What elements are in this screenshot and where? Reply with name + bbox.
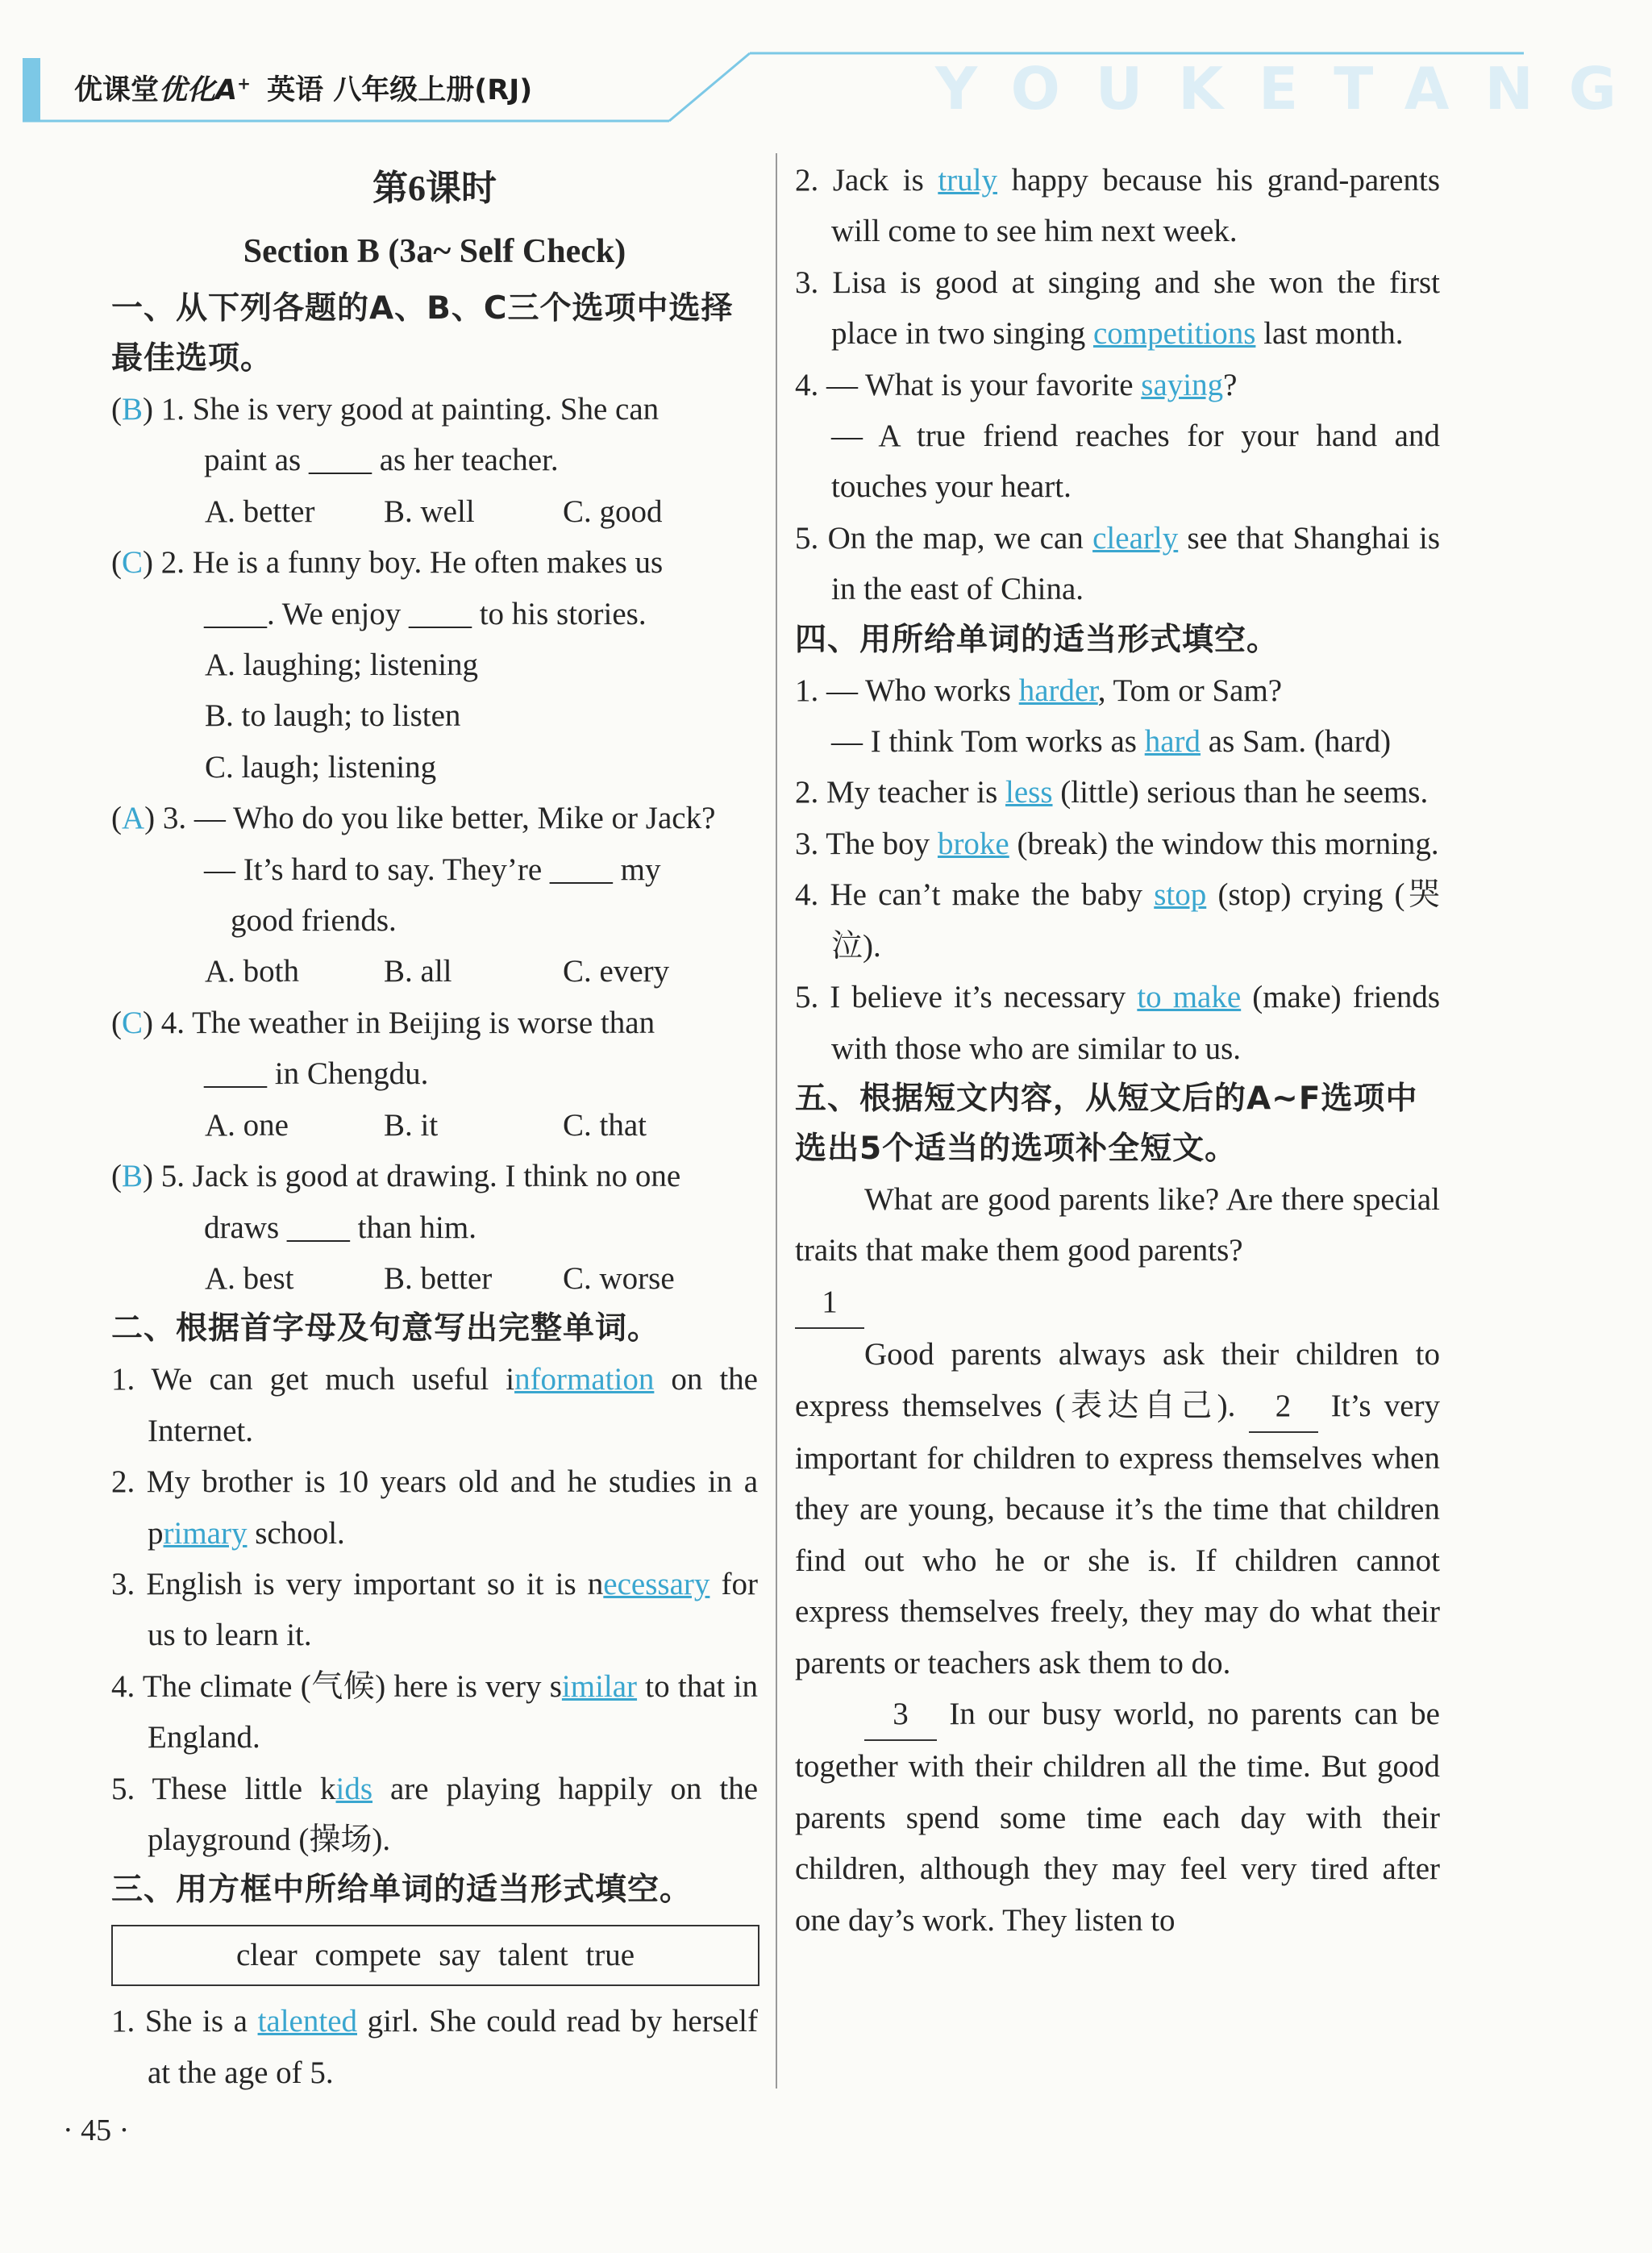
- option: C. laugh; listening: [205, 749, 437, 785]
- option: C. every: [563, 954, 670, 989]
- header-title: [74, 68, 532, 108]
- brand-suffix: A: [215, 74, 238, 106]
- brand-name: 优课堂: [74, 74, 160, 106]
- answer: less: [1005, 775, 1053, 810]
- answer: stop: [1154, 877, 1207, 913]
- left-column: [111, 158, 758, 2098]
- fill-item-2: 2. Jack is truly happy because his grand-parents will come to see him next week.: [795, 163, 1440, 249]
- answer: saying: [1141, 367, 1224, 402]
- word-box: clear compete say talent true: [111, 1925, 759, 1986]
- part2-heading: 二、根据首字母及句意写出完整单词。: [111, 1310, 660, 1347]
- fill-item-4: 4. — What is your favorite saying? — A true friend reaches for your hand and touches your heart.: [795, 367, 1440, 505]
- passage-blank-3: 3: [864, 1689, 937, 1741]
- option: C. good: [563, 493, 663, 529]
- part1-heading: 一、从下列各题的A、B、C三个选项中选择最佳选项。: [111, 290, 734, 377]
- mc-options-5: [111, 1253, 758, 1304]
- passage-paragraph-1: What are good parents like? Are there special traits that make them good parents?: [795, 1181, 1440, 1268]
- mc-options-2: [111, 639, 758, 793]
- option: A. better: [205, 493, 315, 529]
- header-subtitle: 英语 八年级上册(RJ): [267, 74, 533, 106]
- page-number: · 45 ·: [63, 2113, 130, 2147]
- brand-sup: +: [237, 73, 251, 94]
- option: A. laughing; listening: [205, 648, 479, 683]
- answer: nformation: [514, 1362, 655, 1397]
- passage-blank-2: 2: [1249, 1381, 1318, 1433]
- mc-question-5: (B) 5. Jack is good at drawing. I think no one draws ____ than him. A. best B. better C. worse: [111, 1151, 758, 1304]
- answer: ecessary: [603, 1566, 710, 1601]
- mc-question-4: (C) 4. The weather in Beijing is worse than ____ in Chengdu. A. one B. it C. that: [111, 997, 758, 1151]
- header-tab: [23, 58, 40, 121]
- option: B. it: [384, 1107, 439, 1143]
- answer: ids: [335, 1771, 373, 1806]
- word-item-2: 2. My brother is 10 years old and he studies in a primary school.: [111, 1464, 759, 1551]
- part5-heading: 五、根据短文内容，从短文后的A~F选项中选出5个适当的选项补全短文。: [795, 1080, 1418, 1167]
- answer: rimary: [163, 1515, 248, 1551]
- option: A. both: [205, 954, 299, 989]
- part3-heading: 三、用方框中所给单词的适当形式填空。: [111, 1872, 693, 1909]
- passage-blank-1: 1: [795, 1276, 864, 1329]
- option: B. better: [384, 1260, 493, 1296]
- form-item-4: 4. He can’t make the baby stop (stop) crying (哭泣).: [795, 877, 1441, 964]
- mc-question-1: (B) 1. She is very good at painting. She can paint as ____ as her teacher. A. better B. well C. good: [111, 384, 758, 537]
- mc-options-3: [111, 946, 758, 997]
- word-item-4: 4. The climate (气候) here is very similar to that in England.: [111, 1668, 758, 1755]
- option: B. all: [384, 954, 452, 989]
- answer: broke: [937, 826, 1009, 861]
- option: B. well: [384, 493, 475, 529]
- section-title: Section B (3a~ Self Check): [243, 233, 626, 270]
- header-watermark: YOUKETANG: [935, 55, 1652, 123]
- mc-question-3: (A) 3. — Who do you like better, Mike or Jack? — It’s hard to say. They’re ____ my good friends. A. both B. all C. every: [111, 793, 758, 997]
- form-item-2: 2. My teacher is less (little) serious than he seems.: [795, 775, 1429, 810]
- answer: imilar: [561, 1668, 638, 1704]
- form-item-1: 1. — Who works harder, Tom or Sam? — I think Tom works as hard as Sam. (hard): [795, 673, 1392, 760]
- answer: talented: [257, 2004, 357, 2039]
- form-item-3: 3. The boy broke (break) the window this morning.: [795, 826, 1439, 861]
- answer: competitions: [1092, 316, 1256, 352]
- mc-answer-5: B: [122, 1159, 144, 1194]
- mc-question-2: (C) 2. He is a funny boy. He often makes us ____. We enjoy ____ to his stories. A. laughing; listening B. to laugh; to listen C. laugh; listening: [111, 537, 758, 793]
- answer: clearly: [1092, 520, 1179, 556]
- option: B. to laugh; to listen: [205, 698, 461, 734]
- option: A. one: [205, 1107, 289, 1143]
- word-item-3: 3. English is very important so it is necessary for us to learn it.: [111, 1566, 758, 1653]
- mc-answer-2: C: [122, 545, 144, 581]
- word-item-5: 5. These little kids are playing happily on the playground (操场).: [111, 1771, 759, 1857]
- brand-logo-script: 优化: [159, 73, 216, 106]
- mc-options-4: [111, 1100, 758, 1151]
- fill-item-1: 1. She is a talented girl. She could read by herself at the age of 5.: [111, 2004, 758, 2090]
- passage-paragraph-2: Good parents always ask their children to express themselves (表达自己). 2 It’s very important for children to express themselves when they are young, because it’s the time that children find out who he or she is. If children cannot express themselves freely, they may do what their parents or teachers ask them to do.: [795, 1337, 1441, 1680]
- option: C. worse: [563, 1260, 675, 1296]
- part4-heading: 四、用所给单词的适当形式填空。: [795, 621, 1280, 658]
- word-item-1: 1. We can get much useful information on the Internet.: [111, 1362, 758, 1448]
- mc-answer-4: C: [122, 1005, 144, 1040]
- column-divider: [776, 153, 777, 2089]
- fill-item-3: 3. Lisa is good at singing and she won the first place in two singing competitions last month.: [795, 264, 1441, 352]
- mc-answer-3: A: [122, 801, 145, 836]
- passage-paragraph-3: 3 In our busy world, no parents can be together with their children all the time. But good parents spend some time each day with their children, although they may feel very tired after one day’s work. They listen to: [795, 1689, 1440, 1946]
- answer: truly: [938, 163, 997, 198]
- option: C. that: [563, 1107, 647, 1143]
- answer: to make: [1137, 980, 1242, 1015]
- form-item-5: 5. I believe it’s necessary to make (make) friends with those who are similar to us.: [795, 980, 1441, 1066]
- mc-options-1: [111, 486, 758, 537]
- answer: harder: [1018, 673, 1098, 708]
- fill-item-5: 5. On the map, we can clearly see that Shanghai is in the east of China.: [795, 520, 1441, 607]
- lesson-title: 第6课时: [372, 169, 497, 208]
- answer: hard: [1144, 724, 1201, 760]
- passage-blank-1-line: [795, 1276, 1440, 1329]
- right-column: [795, 155, 1440, 1946]
- mc-answer-1: B: [122, 392, 144, 427]
- option: A. best: [205, 1260, 294, 1296]
